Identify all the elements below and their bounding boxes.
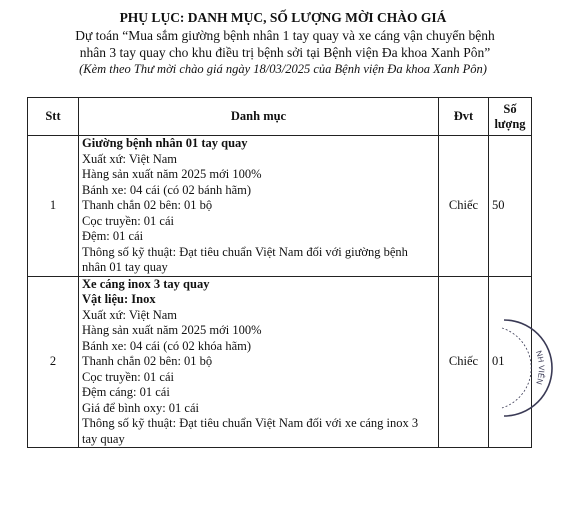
item-spec-line: Cọc truyền: 01 cái (82, 213, 174, 228)
item-spec-line: Bánh xe: 04 cái (có 02 bánh hãm) (82, 182, 252, 197)
item-spec-line: Thông số kỹ thuật: Đạt tiêu chuẩn Việt Nam đối với giường bệnh nhân 01 tay quay (82, 244, 408, 274)
header-qty-line1: Số (503, 101, 517, 116)
row-description (79, 136, 439, 277)
document-title: PHỤ LỤC: DANH MỤC, SỐ LƯỢNG MỜI CHÀO GIÁ (119, 10, 447, 25)
item-spec-line: Bánh xe: 04 cái (có 02 khóa hãm) (82, 338, 252, 353)
row-description (79, 276, 439, 448)
row-qty: 50 (489, 136, 532, 277)
item-spec-line: Xuất xứ: Việt Nam (82, 151, 178, 166)
item-spec-line: Đệm cáng: 01 cái (82, 385, 170, 399)
item-spec-line: Hàng sản xuất năm 2025 mới 100% (82, 323, 262, 337)
svg-text:NH VIÊN (534, 349, 546, 385)
subtitle-line-1: Dự toán “Mua sắm giường bệnh nhân 1 tay quay và xe cáng vận chuyển bệnh (75, 28, 495, 43)
document-subtitle (40, 27, 530, 61)
row-unit: Chiếc (439, 136, 489, 277)
row-unit: Chiếc (439, 276, 489, 448)
row-stt: 1 (28, 136, 79, 277)
item-material: Vật liệu: Inox (82, 292, 156, 306)
header-qty-line2: lượng (494, 116, 526, 131)
row-qty: 01 (489, 276, 532, 448)
item-spec-line: Hàng sản xuất năm 2025 mới 100% (82, 167, 262, 181)
item-spec-line: Thanh chắn 02 bên: 01 bộ (82, 354, 213, 368)
table-row (28, 136, 532, 277)
item-spec-line: Thông số kỹ thuật: Đạt tiêu chuẩn Việt Nam đối với xe cáng inox 3 tay quay (82, 416, 419, 446)
stamp-seal (500, 318, 560, 418)
header-qty (489, 98, 532, 136)
item-spec-line: Cọc truyền: 01 cái (82, 369, 174, 384)
stamp-text: NH VIÊN (533, 349, 546, 386)
row-stt: 2 (28, 276, 79, 448)
item-name: Xe cáng inox 3 tay quay (82, 276, 210, 291)
table-row (28, 276, 532, 448)
subtitle-line-2: nhân 3 tay quay cho khu điều trị bệnh sởi tại Bệnh viện Đa khoa Xanh Pôn” (79, 45, 491, 60)
table-header-row (28, 98, 532, 136)
header-stt: Stt (28, 98, 79, 136)
item-spec-line: Xuất xứ: Việt Nam (82, 307, 178, 322)
header-unit: Đvt (439, 98, 489, 136)
header-item: Danh mục (79, 98, 439, 136)
items-table (27, 97, 532, 448)
item-spec-line: Đệm: 01 cái (82, 229, 144, 243)
item-spec-line: Thanh chắn 02 bên: 01 bộ (82, 198, 213, 212)
document-note: (Kèm theo Thư mời chào giá ngày 18/03/2025 của Bệnh viện Đa khoa Xanh Pôn) (79, 62, 487, 76)
item-name: Giường bệnh nhân 01 tay quay (82, 136, 248, 150)
item-spec-line: Giá để bình oxy: 01 cái (82, 400, 199, 415)
